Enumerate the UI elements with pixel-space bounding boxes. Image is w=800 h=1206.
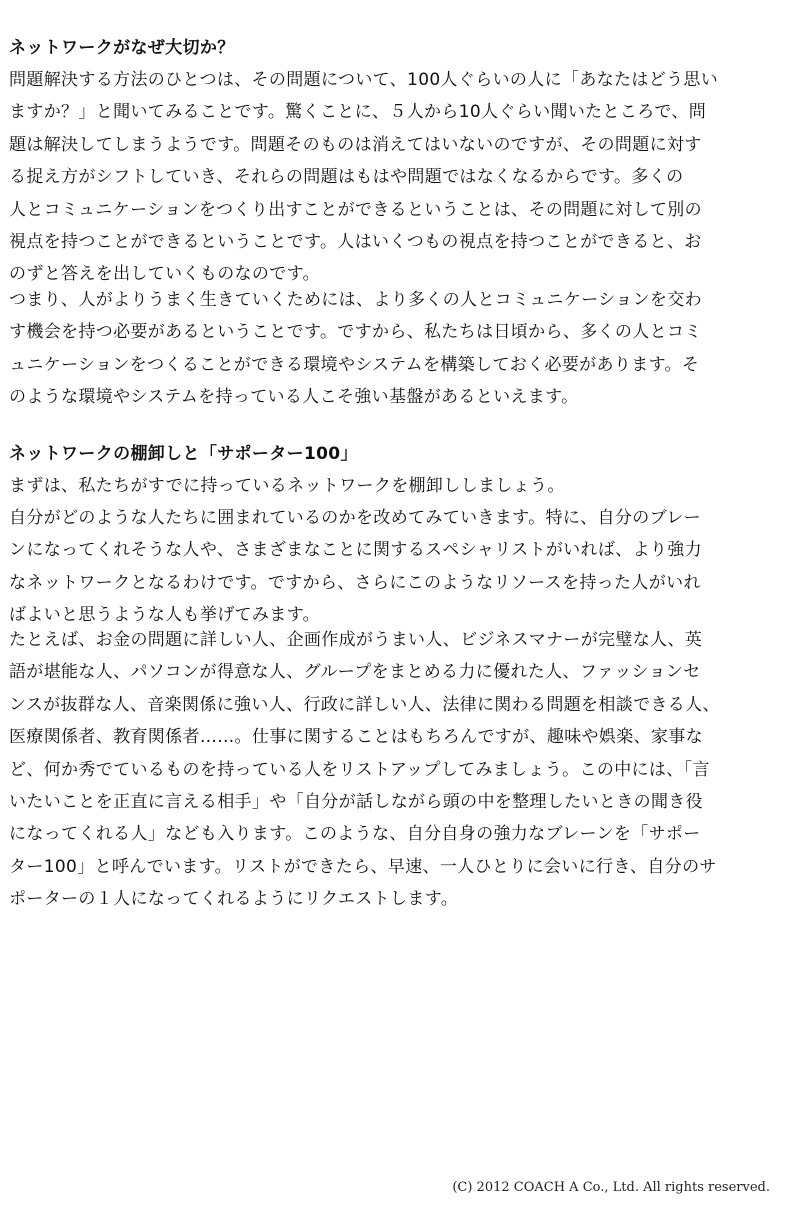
text-line: なネットワークとなるわけです。ですから、さらにこのようなリソースを持った人がいれ xyxy=(9,572,701,593)
text-line: 医療関係者、教育関係者……。仕事に関することはもちろんですが、趣味や娯楽、家事な xyxy=(9,727,703,748)
section-heading-supporter-100: ネットワークの棚卸しと「サポーター100」 xyxy=(9,444,358,464)
text-line: す機会を持つ必要があるということです。ですから、私たちは日頃から、多くの人とコミ xyxy=(9,322,702,343)
text-line: ポーターの１人になってくれるようにリクエストします。 xyxy=(9,889,459,910)
copyright-notice: (C) 2012 COACH A Co., Ltd. All rights reserved. xyxy=(452,1180,770,1195)
paragraph-inventory-intro xyxy=(9,470,793,502)
text-line: 視点を持つことができるということです。人はいくつもの視点を持つことができると、お xyxy=(9,232,702,253)
text-line: 自分がどのような人たちに囲まれているのかを改めてみていきます。特に、自分のブレー xyxy=(9,508,701,528)
text-line: ター100」と呼んでいます。リストができたら、早速、一人ひとりに会いに行き、自分のサ xyxy=(9,856,717,877)
text-line: たとえば、お金の問題に詳しい人、企画作成がうまい人、ビジネスマナーが完璧な人、英 xyxy=(9,630,703,650)
text-line: いたいことを正直に言える相手」や「自分が話しながら頭の中を整理したいときの聞き役 xyxy=(9,792,703,813)
text-line: る捉え方がシフトしていき、それらの問題はもはや問題ではなくなるからです。多くの xyxy=(9,167,684,188)
paragraph-problem-solving xyxy=(9,64,793,291)
text-line: ますか？」と聞いてみることです。驚くことに、５人から10人ぐらい聞いたところで、問 xyxy=(9,102,707,123)
text-line: のずと答えを出していくものなのです。 xyxy=(9,264,320,285)
text-line: ばよいと思うような人も挙げてみます。 xyxy=(9,605,320,626)
text-line: 題は解決してしまうようです。問題そのものは消えてはいないのですが、その問題に対す xyxy=(9,134,702,155)
text-line: ンになってくれそうな人や、さまざまなことに関するスペシャリストがいれば、より強力 xyxy=(9,540,702,561)
paragraph-communication-opportunity xyxy=(9,284,793,414)
text-line: ュニケーションをつくることができる環境やシステムを構築しておく必要があります。そ xyxy=(9,354,700,375)
text-line: 語が堪能な人、パソコンが得意な人、グループをまとめる力に優れた人、ファッションセ xyxy=(9,662,701,683)
text-line: まずは、私たちがすでに持っているネットワークを棚卸ししましょう。 xyxy=(9,476,565,496)
paragraph-examples-list xyxy=(9,624,793,916)
text-line: のような環境やシステムを持っている人こそ強い基盤があるといえます。 xyxy=(9,387,579,408)
text-line: つまり、人がよりうまく生きていくためには、より多くの人とコミュニケーションを交わ xyxy=(9,290,702,310)
text-line: 人とコミュニケーションをつくり出すことができるということは、その問題に対して別の xyxy=(9,199,702,220)
text-line: ど、何か秀でているものを持っている人をリストアップしてみましょう。この中には、「言 xyxy=(9,759,710,780)
paragraph-brain-network xyxy=(9,502,793,632)
text-line: になってくれる人」なども入ります。このような、自分自身の強力なブレーンを「サポー xyxy=(9,824,701,845)
text-line: 問題解決する方法のひとつは、その問題について、100人ぐらいの人に「あなたはどう思い xyxy=(9,70,719,90)
text-line: ンスが抜群な人、音楽関係に強い人、行政に詳しい人、法律に関わる問題を相談できる人、 xyxy=(9,694,720,715)
section-heading-why-network: ネットワークがなぜ大切か？ xyxy=(9,38,235,58)
